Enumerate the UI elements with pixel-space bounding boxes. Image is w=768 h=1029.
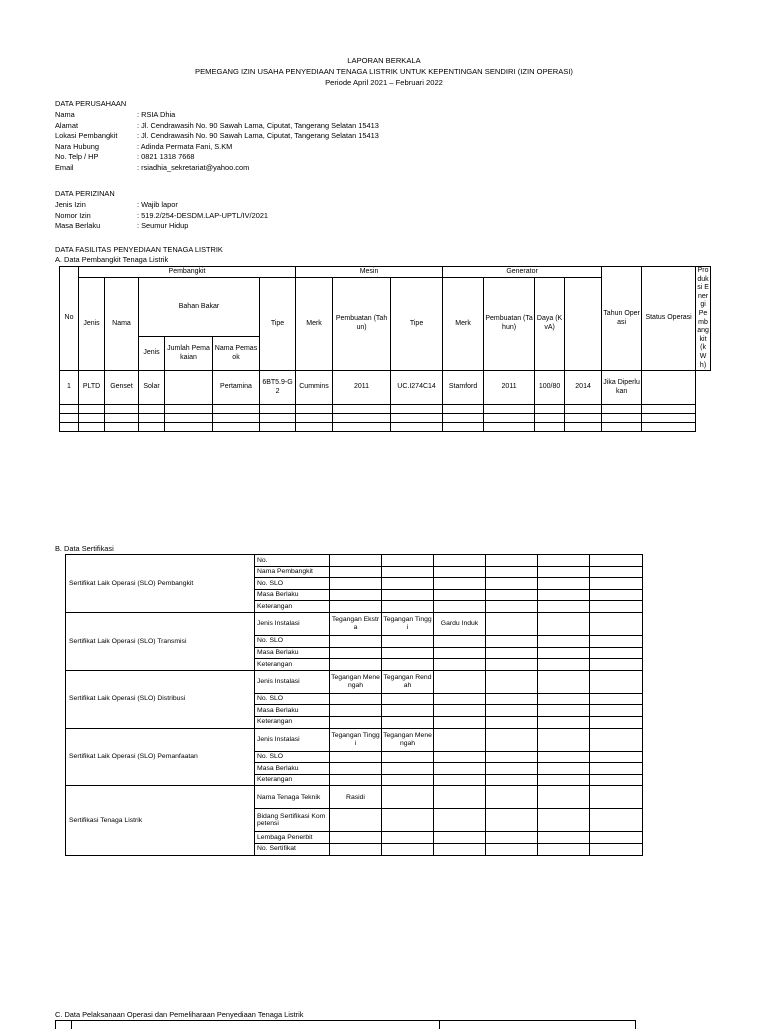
label-keterangan: Keterangan: [255, 659, 330, 671]
cell-tegangan-menengah: Tegangan Menengah: [330, 670, 382, 693]
header-status-operasi: Status Operasi: [642, 267, 696, 371]
label-jenis-instalasi: Jenis Instalasi: [255, 728, 330, 751]
cell-mesin-tipe: 6BT5.9-G2: [260, 371, 296, 405]
header-produksi-energi: Produksi Energi Pembangkit (kWh): [696, 267, 711, 371]
label-masa-berlaku: Masa Berlaku: [255, 763, 330, 775]
slo-transmisi-label: Sertifikat Laik Operasi (SLO) Transmisi: [66, 612, 255, 670]
header-generator-pembuatan: Pembuatan (Tahun): [484, 278, 535, 371]
sertifikasi-table: [65, 554, 643, 856]
field-row: [55, 152, 555, 163]
cell-jumlah: [165, 371, 213, 405]
field-label: Nomor Izin: [55, 210, 91, 220]
cell-generator-tipe: UC.I274C14: [391, 371, 443, 405]
field-row: [55, 121, 555, 132]
label-no: No.: [255, 555, 330, 567]
section-data-perusahaan: DATA PERUSAHAAN: [55, 99, 127, 108]
label-jenis-instalasi: Jenis Instalasi: [255, 612, 330, 635]
label-masa-berlaku: Masa Berlaku: [255, 705, 330, 717]
header-pembangkit: Pembangkit: [79, 267, 296, 278]
label-nama-tenaga-teknik: Nama Tenaga Teknik: [255, 786, 330, 809]
field-label: Nara Hubung: [55, 141, 99, 151]
label-nama-pembangkit: Nama Pembangkit: [255, 566, 330, 578]
field-label: Lokasi Pembangkit: [55, 131, 118, 141]
field-value: : 519.2/254-DESDM.LAP-UPTL/IV/2021: [137, 210, 269, 220]
label-jenis-instalasi: Jenis Instalasi: [255, 670, 330, 693]
field-row: [55, 200, 555, 211]
header-generator-merk: Merk: [443, 278, 484, 371]
label-no-sertifikat: No. Sertifikat: [255, 843, 330, 855]
cell-produksi: [642, 371, 696, 405]
cell-pemasok: Pertamina: [213, 371, 260, 405]
report-period: Periode April 2021 – Februari 2022: [325, 78, 443, 87]
cell-jenis: PLTD: [79, 371, 105, 405]
header-jenis: Jenis: [79, 278, 105, 371]
cell-tegangan-rendah: Tegangan Rendah: [382, 670, 434, 693]
header-mesin-pembuatan: Pembuatan (Tahun): [333, 278, 391, 371]
header-bahan-bakar: Bahan Bakar: [139, 278, 260, 337]
table-row: [60, 423, 711, 432]
cell-daya: 100/80: [535, 371, 565, 405]
slo-pembangkit-label: Sertifikat Laik Operasi (SLO) Pembangkit: [66, 555, 255, 613]
cell-no: 1: [60, 371, 79, 405]
table-divider: [71, 1021, 72, 1029]
table-divider: [439, 1021, 440, 1029]
label-lembaga-penerbit: Lembaga Penerbit: [255, 832, 330, 844]
header-tahun-operasi: Tahun Operasi: [602, 267, 642, 371]
header-nama-pemasok: Nama Pemasok: [213, 337, 260, 371]
pembangkit-table: [59, 266, 711, 432]
cell-rasidi: Rasidi: [330, 786, 382, 809]
header-mesin-merk: Merk: [296, 278, 333, 371]
field-value: : RSIA Dhia: [137, 110, 176, 119]
label-keterangan: Keterangan: [255, 601, 330, 613]
cell-mesin-tahun: 2011: [333, 371, 391, 405]
section-data-fasilitas: DATA FASILITAS PENYEDIAAN TENAGA LISTRIK: [55, 245, 223, 254]
header-bb-jenis: Jenis: [139, 337, 165, 371]
cell-tegangan-ekstra: Tegangan Ekstra: [330, 612, 382, 635]
header-daya: Daya (KvA): [535, 278, 565, 371]
field-row: [55, 131, 555, 142]
cell-status: Jika Diperlukan: [602, 371, 642, 405]
label-no-slo: No. SLO: [255, 578, 330, 590]
header-jumlah-pemakaian: Jumlah Pemakaian: [165, 337, 213, 371]
cell-tegangan-tinggi: Tegangan Tinggi: [382, 612, 434, 635]
field-label: No. Telp / HP: [55, 152, 99, 162]
label-keterangan: Keterangan: [255, 774, 330, 786]
cell-generator-tahun: 2011: [484, 371, 535, 405]
field-row: [55, 211, 555, 222]
field-row: [55, 142, 555, 153]
field-value: : Seumur Hidup: [137, 221, 189, 231]
header-mesin-tipe: Tipe: [260, 278, 296, 371]
section-data-perizinan: DATA PERIZINAN: [55, 189, 115, 198]
field-label: Alamat: [55, 120, 79, 130]
field-value: : Jl. Cendrawasih No. 90 Sawah Lama, Ciputat, Tangerang Selatan 15413: [137, 131, 379, 141]
label-masa-berlaku: Masa Berlaku: [255, 647, 330, 659]
table-row: [60, 414, 711, 423]
header-nama: Nama: [105, 278, 139, 371]
label-no-slo: No. SLO: [255, 751, 330, 763]
label-masa-berlaku: Masa Berlaku: [255, 589, 330, 601]
field-value: : Wajib lapor: [137, 200, 178, 209]
field-value: : 0821 1318 7668: [137, 152, 195, 162]
operasi-table-top: [55, 1020, 636, 1029]
report-title: LAPORAN BERKALA: [347, 56, 421, 65]
field-value: : Adinda Permata Fani, S.KM: [137, 141, 233, 151]
table-row: [60, 405, 711, 414]
subsection-data-operasi: C. Data Pelaksanaan Operasi dan Pemeliharaan Penyediaan Tenaga Listrik: [55, 1010, 304, 1019]
field-row: [55, 163, 555, 174]
perusahaan-fields: [55, 110, 555, 174]
label-bidang-sertifikasi: Bidang Sertifikasi Kompetensi: [255, 809, 330, 832]
subsection-data-sertifikasi: B. Data Sertifikasi: [55, 544, 114, 553]
subsection-data-pembangkit: A. Data Pembangkit Tenaga Listrik: [55, 255, 169, 264]
label-keterangan: Keterangan: [255, 716, 330, 728]
report-subtitle: PEMEGANG IZIN USAHA PENYEDIAAN TENAGA LISTRIK UNTUK KEPENTINGAN SENDIRI (IZIN OPERASI): [195, 67, 573, 76]
field-label: Nama: [55, 110, 75, 119]
field-label: Jenis Izin: [55, 200, 86, 209]
field-label: Masa Berlaku: [55, 221, 101, 231]
cell-tegangan-tinggi: Tegangan Tinggi: [330, 728, 382, 751]
field-label: Email: [55, 162, 74, 172]
cell-gardu-induk: Gardu Induk: [434, 612, 486, 635]
field-value: : Jl. Cendrawasih No. 90 Sawah Lama, Ciputat, Tangerang Selatan 15413: [137, 120, 379, 130]
cell-tahun-operasi: 2014: [565, 371, 602, 405]
sertifikasi-tenaga-label: Sertifikasi Tenaga Listrik: [66, 786, 255, 855]
cell-tegangan-menengah: Tegangan Menengah: [382, 728, 434, 751]
slo-distribusi-label: Sertifikat Laik Operasi (SLO) Distribusi: [66, 670, 255, 728]
header-generator: Generator: [443, 267, 602, 278]
table-row: [60, 371, 711, 405]
cell-generator-merk: Stamford: [443, 371, 484, 405]
header-no: No: [60, 267, 79, 371]
field-row: [55, 221, 555, 232]
cell-bb-jenis: Solar: [139, 371, 165, 405]
perizinan-fields: [55, 200, 555, 232]
label-no-slo: No. SLO: [255, 635, 330, 647]
slo-pemanfaatan-label: Sertifikat Laik Operasi (SLO) Pemanfaatan: [66, 728, 255, 786]
cell-nama: Genset: [105, 371, 139, 405]
header-mesin: Mesin: [296, 267, 443, 278]
header-generator-tipe: Tipe: [391, 278, 443, 371]
label-no-slo: No. SLO: [255, 693, 330, 705]
field-value: : rsiadhia_sekretariat@yahoo.com: [137, 162, 250, 172]
field-row: [55, 110, 555, 121]
cell-mesin-merk: Cummins: [296, 371, 333, 405]
